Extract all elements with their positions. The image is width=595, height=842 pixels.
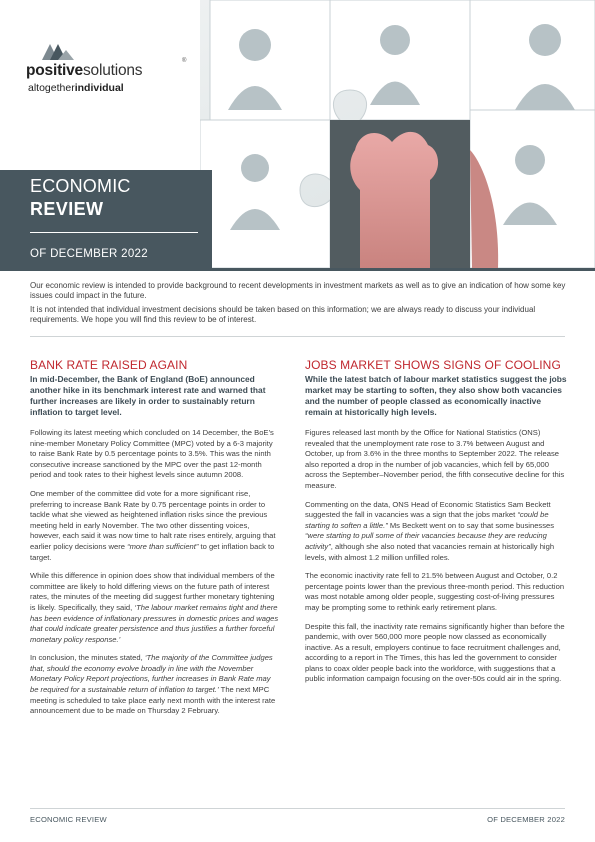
- brand-tagline: [28, 82, 124, 94]
- text-run: One member of the committee did vote for a more significant rise, preferring to increase Bank Rate by 0.75 percentage points in order to tackle what she viewed as heightened inflation risks since the previous meeting held in early November. The two other dissenting voices, however, each said it was now time to halt rate rises entirely, arguing that earlier policy decisions were: [30, 488, 276, 551]
- article-bank-rate: [30, 358, 280, 725]
- article-lead: In mid-December, the Bank of England (BoE) announced another hike in its benchmark interest rate and warned that further increases are likely in order to sustainably return inflation to target level.: [30, 374, 266, 417]
- text-run: While this difference in opinion does show that individual members of the committee are likely to hold differing views on the future path of interest rates, the minutes of the meeting did suggest further monetary tightening is likely. Specifically, they said,: [30, 571, 275, 612]
- brand-name: [26, 62, 142, 80]
- article-jobs-market: [305, 358, 567, 693]
- title-underline: [30, 232, 198, 233]
- quote-run: “could be starting to soften a little.”: [305, 510, 549, 530]
- logo-triangles-icon: [36, 40, 76, 60]
- text-run: In conclusion, the minutes stated,: [30, 653, 145, 663]
- text-run: Ms Beckett went on to say that some businesses: [387, 520, 555, 530]
- brand-logo: [26, 40, 196, 100]
- text-run: to get inflation back to target.: [30, 541, 275, 562]
- article-paragraph: The economic inactivity rate fell to 21.5% between August and October, 0.2 percentage points lower than the previous three-month period. This reduction was most notable among older people, suggesting cost-of-living pressures may be prompting some to rethink early retirement plans.: [305, 571, 565, 612]
- quote-run: “more than sufficient”: [127, 541, 199, 551]
- article-heading: JOBS MARKET SHOWS SIGNS OF COOLING: [305, 358, 561, 372]
- footer-date: OF DECEMBER 2022: [487, 815, 565, 824]
- text-run: , although she also noted that vacancies remain at historically high levels, with almost 1.2 million unfilled roles.: [305, 541, 555, 562]
- quote-run: ‘The labour market remains tight and there has been evidence of inflationary pressures in domestic prices and wages that could indicate greater persistence and thus justifies a further forceful monetary policy response.’: [30, 602, 279, 644]
- article-paragraph: [30, 653, 280, 717]
- article-paragraph: [30, 489, 280, 563]
- tagline-light: altogether: [28, 82, 75, 94]
- article-heading: BANK RATE RAISED AGAIN: [30, 358, 188, 372]
- article-paragraph: [30, 571, 280, 645]
- page-title-line2: REVIEW: [30, 199, 104, 219]
- text-run: Commenting on the data, ONS Head of Economic Statistics Sam Beckett suggested the fall in vacancies was a sign that the jobs market: [305, 499, 551, 520]
- article-paragraph: Figures released last month by the Office for National Statistics (ONS) revealed that the unemployment rate rose to 3.7% between August and October, up from 3.6% in the three months to September 2022. The release also reported a drop in the number of job vacancies, which fell by 65,000 across the September–November period, the fifth consecutive decline for this measure.: [305, 428, 565, 490]
- header-rule: [0, 268, 595, 271]
- article-paragraph: Following its latest meeting which concluded on 14 December, the BoE’s nine-member Monetary Policy Committee (MPC) voted by a 6-3 majority to raise Bank Rate by 0.5 percentage points to 3.5%. This was the ninth consecutive increase sanctioned by the MPC over the past 12-month period and took rates to their highest levels since autumn 2008.: [30, 428, 274, 480]
- article-paragraph: Despite this fall, the inactivity rate remains significantly higher than before the pandemic, with over 560,000 more people now classed as economically inactive. As a result, employers continue to face recruitment challenges and, according to a report in The Times, this has led the government to consider plans to coax older people back into the workforce, with suggestions that a public information campaign focusing on the over-50s could air in the spring.: [305, 621, 565, 684]
- registered-mark: ®: [182, 58, 187, 64]
- article-lead: While the latest batch of labour market statistics suggest the jobs market may be starting to soften, they also show both vacancies and the number of people classed as economically inactive remain at historically high levels.: [305, 374, 567, 417]
- tagline-bold: individual: [74, 82, 124, 94]
- footer-title: ECONOMIC REVIEW: [30, 815, 107, 824]
- brand-name-bold: positive: [26, 62, 83, 79]
- page-title-line1: ECONOMIC: [30, 176, 131, 196]
- text-run: The next MPC meeting is scheduled to take place early next month with the interest rate announcement due to be made on Thursday 2 February.: [30, 685, 276, 716]
- intro-text: [30, 281, 575, 329]
- intro-paragraph-2: It is not intended that individual investment decisions should be taken based on this information; we are always ready to discuss your individual requirements. We hope you will find this review to be of interest.: [30, 305, 536, 324]
- quote-run: “were starting to pull some of their vacancies because they are reducing activity”: [305, 531, 547, 551]
- quote-run: ‘The majority of the Committee judges that, should the economy evolve broadly in line with the November Monetary Policy Report projections, further increases in Bank Rate may be required for a sustainable return of inflation to target.’: [30, 653, 273, 695]
- intro-divider: [30, 336, 565, 337]
- issue-date: OF DECEMBER 2022: [30, 248, 148, 260]
- footer-rule: [30, 808, 565, 809]
- intro-paragraph-1: Our economic review is intended to provide background to recent developments in investment markets as well as to give an indication of how some key issues could impact in the future.: [30, 281, 566, 300]
- article-paragraph: [305, 500, 567, 564]
- brand-name-rest: solutions: [82, 62, 143, 79]
